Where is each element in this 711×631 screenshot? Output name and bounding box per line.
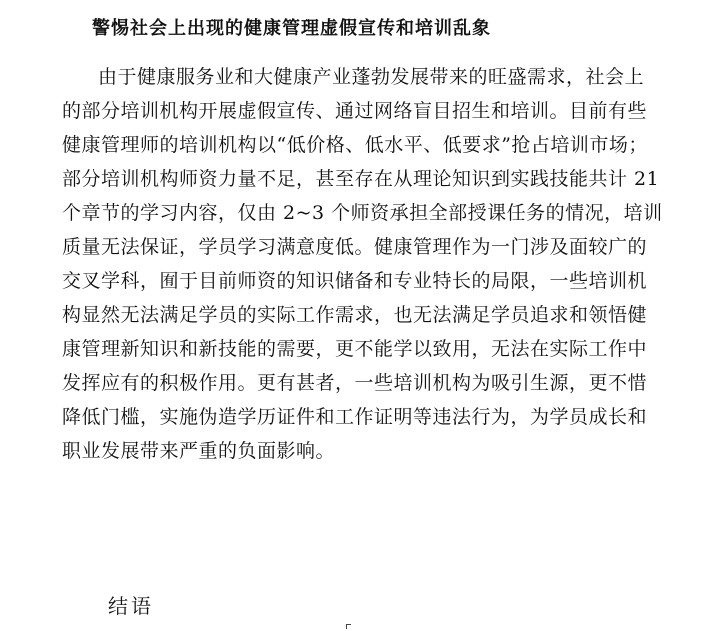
- paragraph-line: 康管理新知识和新技能的需要，更不能学以致用，无法在实际工作中: [62, 338, 648, 360]
- paragraph-line: 质量无法保证，学员学习满意度低。健康管理作为一门涉及面较广的: [62, 236, 648, 258]
- paragraph-line: 由于健康服务业和大健康产业蓬勃发展带来的旺盛需求，社会上: [98, 66, 645, 88]
- section-title: 警惕社会上出现的健康管理虚假宣传和培训乱象: [92, 18, 491, 39]
- paragraph-line: 健康管理师的培训机构以“低价格、低水平、低要求”抢占培训市场；: [62, 134, 648, 156]
- paragraph-line: 发挥应有的积极作用。更有甚者，一些培训机构为吸引生源，更不惜: [62, 372, 648, 394]
- paragraph-line: 降低门槛，实施伪造学历证件和工作证明等违法行为，为学员成长和: [62, 406, 648, 428]
- paragraph-line: 构显然无法满足学员的实际工作需求，也无法满足学员追求和领悟健: [62, 304, 648, 326]
- paragraph-line: 部分培训机构师资力量不足，甚至存在从理论知识到实践技能共计 21: [62, 168, 660, 190]
- conclusion-heading: 结语: [108, 594, 154, 618]
- page-corner-mark: [346, 624, 351, 629]
- paragraph-line: 交叉学科，囿于目前师资的知识储备和专业特长的局限，一些培训机: [62, 270, 648, 292]
- paragraph-line: 职业发展带来严重的负面影响。: [62, 440, 336, 462]
- paragraph-line: 个章节的学习内容，仅由 2~3 个师资承担全部授课任务的情况，培训: [62, 202, 663, 224]
- paragraph-line: 的部分培训机构开展虚假宣传、通过网络盲目招生和培训。目前有些: [62, 100, 648, 122]
